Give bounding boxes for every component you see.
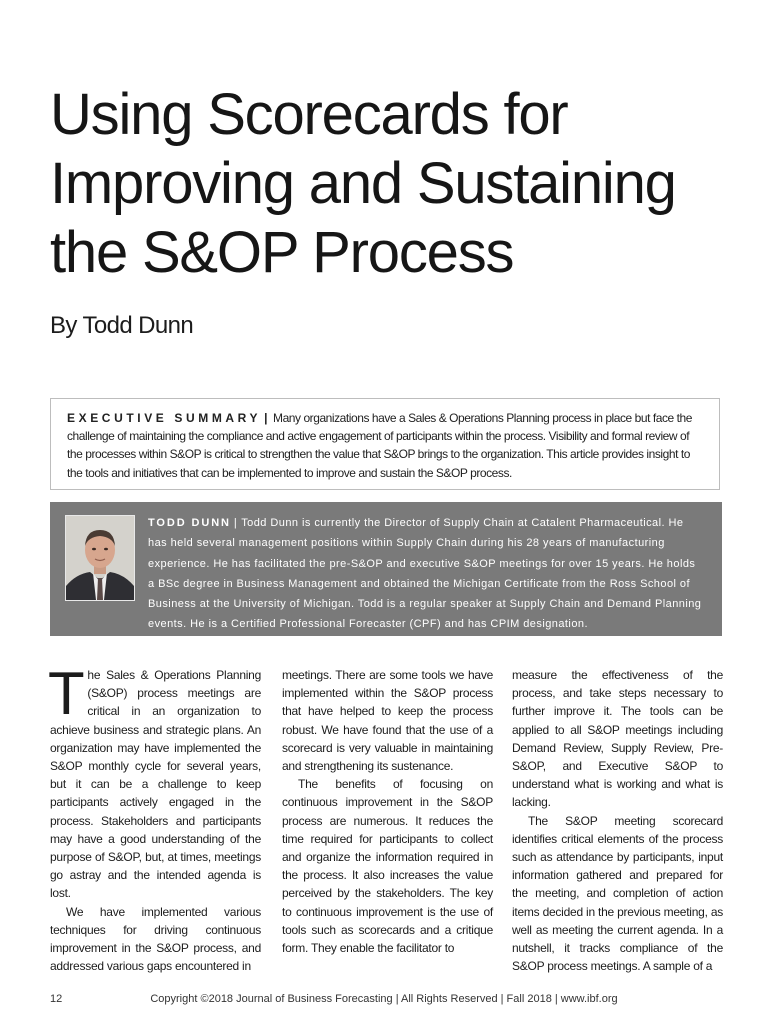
executive-summary-text: Many organizations have a Sales & Operations Planning process in place but face the challenge of maintaining the compliance and active engagement of participants within the process. Visibility and formal review of the processes within S&OP is critical to strengthen the value that S&OP brings to the organization. This article provides insight to the tools and initiatives that can be implemented to improve and sustain the S&OP process.: [67, 411, 692, 480]
executive-summary-separator: |: [264, 411, 268, 425]
author-bio-text-block: [148, 513, 704, 635]
body-column-1: [48, 660, 261, 975]
paragraph: meetings. There are some tools we have implemented within the S&OP process that have helped to keep the process robust. We have found that the use of a scorecard is very valuable in maintaining and strengthening its sustenance.: [282, 668, 493, 774]
executive-summary-box: [50, 398, 720, 490]
executive-summary-label: EXECUTIVE SUMMARY: [67, 411, 262, 425]
paragraph: The benefits of focusing on continuous improvement in the S&OP process are numerous. It reduces the time required for participants to collect and organize the information required in the process. It also increases the value perceived by the stakeholders. The key to continuous improvement is the use of tools such as scorecards and a critique form. They enable the facilitator to: [282, 777, 493, 956]
body-column-3: [512, 666, 723, 975]
drop-cap: T: [48, 660, 85, 727]
title-line: the S&OP Process: [50, 220, 514, 285]
author-bio-box: [50, 502, 722, 636]
page-number: 12: [50, 993, 63, 1005]
title-line: Using Scorecards for: [50, 82, 568, 147]
page-footer: [0, 993, 768, 1009]
byline: By Todd Dunn: [50, 312, 194, 339]
paragraph-text: he Sales & Operations Planning (S&OP) process meetings are critical in an organization to achieve business and strategic plans. An organization may have implemented the S&OP monthly cycle for several years, but it can be a challenge to keep participants actively engaged in the process. Stakeholders and participants may have a good understanding of the purpose of S&OP, but, at times, meetings go astray and the intended agenda is lost.: [50, 668, 261, 901]
author-photo: [65, 515, 135, 601]
paragraph: measure the effectiveness of the process, and take steps necessary to further improve it. The tools can be applied to all S&OP meetings including Demand Review, Supply Review, Pre-S&OP, and Executive S&OP to understand what is working and what is lacking.: [512, 668, 723, 810]
paragraph: We have implemented various techniques for driving continuous improvement in the S&OP process, and addressed various gaps encountered in: [50, 904, 261, 974]
title-line: Improving and Sustaining: [50, 151, 676, 216]
author-separator: |: [233, 517, 238, 529]
body-column-2: [282, 666, 493, 957]
paragraph: The S&OP meeting scorecard identifies critical elements of the process such as attendance by participants, input information gathered and prepared for the meeting, and completion of action items decided in the previous meeting, as well as meeting the current agenda. In a nutshell, it tracks compliance of the S&OP process meetings. A sample of a: [512, 813, 723, 974]
author-bio-text: Todd Dunn is currently the Director of Supply Chain at Catalent Pharmaceutical. He has held several management positions within Supply Chain during his 28 years of manufacturing experience. He has facilitated the pre-S&OP and executive S&OP meetings for over 15 years. He holds a BSc degree in Business Management and obtained the Michigan Certificate from the Ross School of Business at the University of Michigan. Todd is a regular speaker at Supply Chain and Demand Planning events. He is a Certified Professional Forecaster (CPF) and has CPIM designation.: [148, 517, 702, 631]
copyright-notice: Copyright ©2018 Journal of Business Forecasting | All Rights Reserved | Fall 2018 | www.ibf.org: [150, 993, 618, 1005]
author-name: TODD DUNN: [148, 517, 231, 529]
paragraph: [48, 660, 261, 903]
article-title: [50, 80, 750, 287]
